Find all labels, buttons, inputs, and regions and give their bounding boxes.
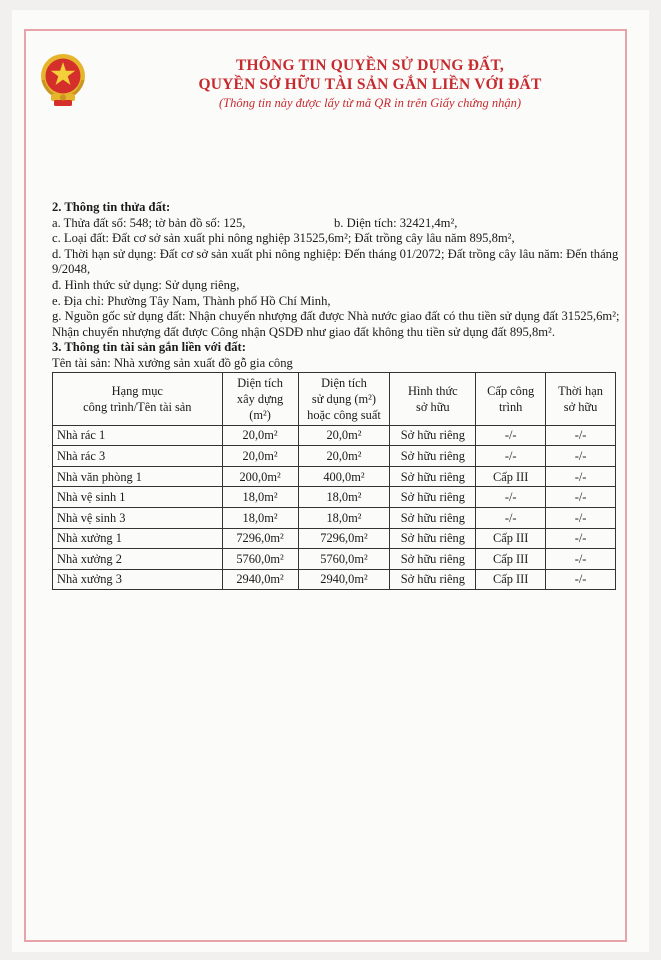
col-header-text: sử dụng (m²) bbox=[311, 391, 377, 406]
table-row bbox=[53, 487, 616, 508]
section2-title: 2. Thông tin thửa đất: bbox=[52, 200, 171, 214]
cell-term: -/- bbox=[546, 446, 616, 467]
table-row bbox=[53, 569, 616, 590]
cell-use-area: 20,0m² bbox=[298, 425, 390, 446]
cell-grade: -/- bbox=[476, 487, 546, 508]
cell-use-area: 2940,0m² bbox=[298, 569, 390, 590]
cell-item: Nhà văn phòng 1 bbox=[53, 466, 223, 487]
cell-item: Nhà rác 3 bbox=[53, 446, 223, 467]
col-header-text: Hình thức bbox=[407, 383, 458, 398]
col-header-term bbox=[546, 372, 616, 425]
col-header-built-area bbox=[222, 372, 298, 425]
col-header-use-area bbox=[298, 372, 390, 425]
cell-term: -/- bbox=[546, 507, 616, 528]
cell-use-area: 7296,0m² bbox=[298, 528, 390, 549]
cell-ownership: Sở hữu riêng bbox=[390, 507, 476, 528]
parcel-row bbox=[52, 216, 622, 232]
table-row bbox=[53, 425, 616, 446]
cell-built-area: 200,0m² bbox=[222, 466, 298, 487]
asset-name: Tên tài sản: Nhà xưởng sản xuất đồ gỗ gia công bbox=[52, 355, 293, 370]
parcel-area: b. Diện tích: 32421,4m², bbox=[334, 215, 458, 230]
cell-grade: -/- bbox=[476, 507, 546, 528]
cell-grade: Cấp III bbox=[476, 549, 546, 570]
cell-term: -/- bbox=[546, 549, 616, 570]
land-origin: g. Nguồn gốc sử dụng đất: Nhận chuyển nhượng đất được Nhà nước giao đất có thu tiền sử dụng đất 31525,6m²; Nhận chuyển nhượng đất được Công nhận QSDĐ như giao đất không thu tiền sử dụng đất 895,8m². bbox=[52, 309, 620, 339]
cell-built-area: 18,0m² bbox=[222, 487, 298, 508]
col-header-text: Diện tích bbox=[237, 375, 283, 390]
section3-title: 3. Thông tin tài sản gắn liền với đất: bbox=[52, 340, 246, 355]
table-row bbox=[53, 466, 616, 487]
cell-use-area: 18,0m² bbox=[298, 487, 390, 508]
col-header-text: Cấp công bbox=[487, 383, 535, 398]
cell-built-area: 20,0m² bbox=[222, 425, 298, 446]
cell-term: -/- bbox=[546, 528, 616, 549]
use-form: đ. Hình thức sử dụng: Sử dụng riêng, bbox=[52, 277, 240, 292]
cell-ownership: Sở hữu riêng bbox=[390, 466, 476, 487]
cell-item: Nhà vệ sinh 3 bbox=[53, 507, 223, 528]
cell-use-area: 20,0m² bbox=[298, 446, 390, 467]
land-type: c. Loại đất: Đất cơ sở sản xuất phi nông nghiệp 31525,6m²; Đất trồng cây lâu năm 895,8m², bbox=[52, 231, 515, 246]
cell-ownership: Sở hữu riêng bbox=[390, 487, 476, 508]
cell-ownership: Sở hữu riêng bbox=[390, 425, 476, 446]
cell-ownership: Sở hữu riêng bbox=[390, 446, 476, 467]
document-body bbox=[52, 200, 622, 590]
col-header-text: Hạng mục bbox=[111, 383, 163, 398]
asset-table bbox=[52, 372, 616, 591]
col-header-text: hoặc công suất bbox=[307, 407, 381, 422]
col-header-text: sở hữu bbox=[416, 399, 450, 414]
cell-term: -/- bbox=[546, 466, 616, 487]
cell-item: Nhà xưởng 1 bbox=[53, 528, 223, 549]
address: e. Địa chỉ: Phường Tây Nam, Thành phố Hồ Chí Minh, bbox=[52, 293, 331, 308]
cell-grade: -/- bbox=[476, 425, 546, 446]
cell-item: Nhà xưởng 2 bbox=[53, 549, 223, 570]
col-header-text: Diện tích bbox=[321, 375, 367, 390]
land-use-term: d. Thời hạn sử dụng: Đất cơ sở sản xuất phi nông nghiệp: Đến tháng 01/2072; Đất trồng cây lâu năm: Đến tháng 9/2048, bbox=[52, 246, 619, 277]
col-header-text: sở hữu bbox=[563, 399, 598, 414]
document-header bbox=[120, 56, 620, 112]
cell-built-area: 18,0m² bbox=[222, 507, 298, 528]
header-title-line2: QUYỀN SỞ HỮU TÀI SẢN GẮN LIỀN VỚI ĐẤT bbox=[198, 76, 542, 93]
cell-use-area: 18,0m² bbox=[298, 507, 390, 528]
col-header-ownership bbox=[390, 372, 476, 425]
cell-term: -/- bbox=[546, 569, 616, 590]
cell-item: Nhà xưởng 3 bbox=[53, 569, 223, 590]
table-row bbox=[53, 507, 616, 528]
cell-built-area: 2940,0m² bbox=[222, 569, 298, 590]
cell-ownership: Sở hữu riêng bbox=[390, 569, 476, 590]
col-header-item bbox=[53, 372, 223, 425]
parcel-number: a. Thửa đất số: 548; tờ bản đồ số: 125, bbox=[52, 215, 246, 230]
cell-grade: Cấp III bbox=[476, 528, 546, 549]
cell-ownership: Sở hữu riêng bbox=[390, 549, 476, 570]
cell-built-area: 5760,0m² bbox=[222, 549, 298, 570]
cell-grade: Cấp III bbox=[476, 569, 546, 590]
table-row bbox=[53, 528, 616, 549]
header-title-line1: THÔNG TIN QUYỀN SỬ DỤNG ĐẤT, bbox=[236, 57, 504, 74]
col-header-text: trình bbox=[498, 399, 523, 414]
cell-built-area: 7296,0m² bbox=[222, 528, 298, 549]
col-header-text: Thời hạn bbox=[558, 383, 603, 398]
cell-use-area: 400,0m² bbox=[298, 466, 390, 487]
cell-grade: -/- bbox=[476, 446, 546, 467]
table-header-row bbox=[53, 372, 616, 425]
cell-item: Nhà vệ sinh 1 bbox=[53, 487, 223, 508]
col-header-grade bbox=[476, 372, 546, 425]
col-header-text: (m²) bbox=[249, 407, 271, 422]
cell-term: -/- bbox=[546, 487, 616, 508]
table-row bbox=[53, 446, 616, 467]
col-header-text: xây dựng bbox=[236, 391, 284, 406]
col-header-text: công trình/Tên tài sản bbox=[83, 399, 192, 414]
cell-ownership: Sở hữu riêng bbox=[390, 528, 476, 549]
national-emblem-icon bbox=[37, 50, 89, 108]
cell-use-area: 5760,0m² bbox=[298, 549, 390, 570]
cell-built-area: 20,0m² bbox=[222, 446, 298, 467]
cell-grade: Cấp III bbox=[476, 466, 546, 487]
cell-term: -/- bbox=[546, 425, 616, 446]
table-row bbox=[53, 549, 616, 570]
cell-item: Nhà rác 1 bbox=[53, 425, 223, 446]
header-note: (Thông tin này được lấy từ mã QR in trên Giấy chứng nhận) bbox=[218, 96, 522, 110]
